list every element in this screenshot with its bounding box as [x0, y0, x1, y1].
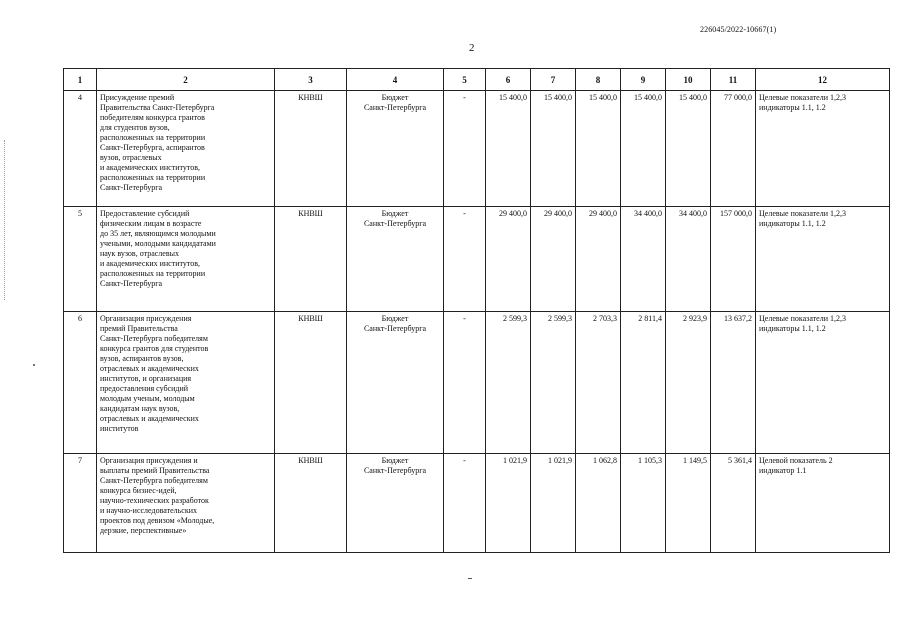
row-number: 6 [64, 312, 97, 454]
amount-col-8: 29 400,0 [576, 207, 621, 312]
amount-col-7: 15 400,0 [531, 91, 576, 207]
amount-col-10: 15 400,0 [666, 91, 711, 207]
target-indicators: Целевые показатели 1,2,3 индикаторы 1.1, 1.2 [756, 312, 890, 454]
amount-col-9: 15 400,0 [621, 91, 666, 207]
column-5-value: - [444, 454, 486, 553]
column-header: 7 [531, 69, 576, 91]
row-number: 5 [64, 207, 97, 312]
table-header-row [64, 69, 890, 91]
column-header: 5 [444, 69, 486, 91]
executor: КНВШ [275, 454, 347, 553]
column-5-value: - [444, 91, 486, 207]
amount-total: 77 000,0 [711, 91, 756, 207]
column-5-value: - [444, 207, 486, 312]
amount-col-10: 1 149,5 [666, 454, 711, 553]
amount-col-6: 15 400,0 [486, 91, 531, 207]
column-header: 1 [64, 69, 97, 91]
amount-col-6: 29 400,0 [486, 207, 531, 312]
page-number: 2 [469, 42, 475, 54]
column-header: 9 [621, 69, 666, 91]
amount-col-7: 29 400,0 [531, 207, 576, 312]
program-activities-table [63, 68, 890, 553]
amount-col-6: 2 599,3 [486, 312, 531, 454]
document-number: 226045/2022-10667(1) [700, 25, 777, 34]
amount-total: 13 637,2 [711, 312, 756, 454]
column-header: 4 [347, 69, 444, 91]
activity-name: Организация присуждения премий Правительства Санкт-Петербурга победителям конкурса грантов для студентов вузов, аспирантов вузов, отраслевых и академических институтов, и организация предоставления субсидий молодым ученым, молодым кандидатам наук вузов, отраслевых и академических институтов [97, 312, 275, 454]
column-5-value: - [444, 312, 486, 454]
amount-col-9: 1 105,3 [621, 454, 666, 553]
column-header: 11 [711, 69, 756, 91]
activity-name: Организация присуждения и выплаты премий Правительства Санкт-Петербурга победителям конкурса бизнес-идей, научно-технических разработок и научно-исследовательских проектов под девизом «Молодые, дерзкие, перспективные» [97, 454, 275, 553]
column-header: 12 [756, 69, 890, 91]
executor: КНВШ [275, 91, 347, 207]
funding-source: Бюджет Санкт-Петербурга [347, 454, 444, 553]
amount-col-8: 15 400,0 [576, 91, 621, 207]
amount-total: 157 000,0 [711, 207, 756, 312]
amount-col-9: 2 811,4 [621, 312, 666, 454]
target-indicators: Целевые показатели 1,2,3 индикаторы 1.1, 1.2 [756, 91, 890, 207]
table-row [64, 454, 890, 553]
table-row [64, 207, 890, 312]
table-row [64, 312, 890, 454]
column-header: 6 [486, 69, 531, 91]
target-indicators: Целевые показатели 1,2,3 индикаторы 1.1, 1.2 [756, 207, 890, 312]
amount-total: 5 361,4 [711, 454, 756, 553]
amount-col-7: 1 021,9 [531, 454, 576, 553]
funding-source: Бюджет Санкт-Петербурга [347, 207, 444, 312]
row-number: 7 [64, 454, 97, 553]
amount-col-10: 2 923,9 [666, 312, 711, 454]
amount-col-8: 1 062,8 [576, 454, 621, 553]
amount-col-10: 34 400,0 [666, 207, 711, 312]
column-header: 10 [666, 69, 711, 91]
scan-speck [468, 578, 472, 579]
row-number: 4 [64, 91, 97, 207]
column-header: 8 [576, 69, 621, 91]
executor: КНВШ [275, 312, 347, 454]
column-header: 3 [275, 69, 347, 91]
funding-source: Бюджет Санкт-Петербурга [347, 91, 444, 207]
amount-col-8: 2 703,3 [576, 312, 621, 454]
table-row [64, 91, 890, 207]
activity-name: Присуждение премий Правительства Санкт-Петербурга победителям конкурса грантов для студентов вузов, расположенных на территории Санкт-Петербурга, аспирантов вузов, отраслевых и академических институтов, расположенных на территории Санкт-Петербурга [97, 91, 275, 207]
activity-name: Предоставление субсидий физическим лицам в возрасте до 35 лет, являющимся молодыми учеными, молодыми кандидатами наук вузов, отраслевых и академических институтов, расположенных на территории Санкт-Петербурга [97, 207, 275, 312]
amount-col-9: 34 400,0 [621, 207, 666, 312]
target-indicators: Целевой показатель 2 индикатор 1.1 [756, 454, 890, 553]
amount-col-6: 1 021,9 [486, 454, 531, 553]
executor: КНВШ [275, 207, 347, 312]
column-header: 2 [97, 69, 275, 91]
scan-margin-marks [4, 140, 9, 300]
funding-source: Бюджет Санкт-Петербурга [347, 312, 444, 454]
amount-col-7: 2 599,3 [531, 312, 576, 454]
scan-speck [33, 364, 35, 366]
